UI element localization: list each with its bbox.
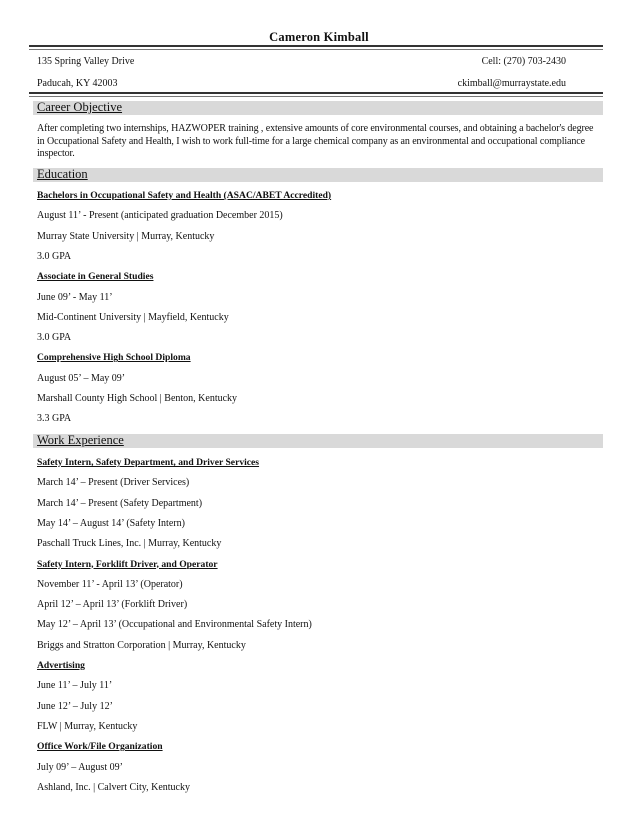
header-rule-top-thin (29, 49, 603, 50)
entry-detail: May 14’ – August 14’ (Safety Intern) (37, 517, 185, 529)
header-rule-top (29, 45, 603, 47)
applicant-name: Cameron Kimball (269, 30, 369, 44)
email-address[interactable]: ckimball@murraystate.edu (457, 78, 566, 89)
entry-detail: April 12’ – April 13’ (Forklift Driver) (37, 599, 188, 611)
career-objective-title: Career Objective (37, 100, 123, 114)
address-line-1: 135 Spring Valley Drive (37, 56, 135, 67)
entry-detail: Murray State University | Murray, Kentucky (37, 230, 215, 242)
entry-detail: March 14’ – Present (Safety Department) (37, 497, 203, 509)
entry-detail: 3.3 GPA (37, 413, 72, 425)
work-experience-title: Work Experience (37, 433, 124, 447)
entry-heading: Bachelors in Occupational Safety and Health (ASAC/ABET Accredited) (37, 190, 332, 201)
entry-detail: November 11’ - April 13’ (Operator) (37, 578, 183, 590)
entry-detail: Ashland, Inc. | Calvert City, Kentucky (37, 781, 190, 793)
entry-detail: July 09’ – August 09’ (37, 761, 123, 773)
entry-heading: Safety Intern, Safety Department, and Driver Services (37, 457, 260, 468)
entry-heading: Advertising (37, 660, 85, 671)
work-experience-section-bar (33, 434, 603, 448)
education-section-bar (33, 168, 603, 182)
entry-detail: May 12’ – April 13’ (Occupational and Environmental Safety Intern) (37, 619, 312, 631)
entry-heading: Office Work/File Organization (37, 741, 163, 753)
entry-detail: June 12’ – July 12’ (37, 700, 113, 712)
phone-number: Cell: (270) 703-2430 (481, 56, 566, 67)
entry-detail: June 09’ - May 11’ (37, 291, 113, 303)
header-rule-bottom-thin (29, 96, 603, 97)
entry-detail: Marshall County High School | Benton, Kentucky (37, 393, 238, 404)
entry-detail: Briggs and Stratton Corporation | Murray, Kentucky (37, 639, 246, 651)
header-rule-bottom (29, 92, 603, 94)
entry-detail: June 11’ – July 11’ (37, 680, 113, 692)
entry-detail: 3.0 GPA (37, 332, 72, 344)
entry-detail: August 11’ - Present (anticipated graduation December 2015) (37, 210, 283, 222)
entry-detail: August 05’ – May 09’ (37, 372, 126, 384)
entry-heading: Associate in General Studies (37, 271, 154, 283)
entry-detail: March 14’ – Present (Driver Services) (37, 477, 190, 489)
entry-detail: Paschall Truck Lines, Inc. | Murray, Kentucky (37, 538, 222, 550)
education-title: Education (37, 167, 88, 181)
entry-heading: Comprehensive High School Diploma (37, 352, 191, 364)
entry-detail: Mid-Continent University | Mayfield, Kentucky (37, 311, 229, 323)
address-line-2: Paducah, KY 42003 (37, 78, 118, 89)
entry-heading: Safety Intern, Forklift Driver, and Operator (37, 558, 218, 570)
entry-detail: FLW | Murray, Kentucky (37, 720, 138, 732)
entry-detail: 3.0 GPA (37, 250, 72, 262)
career-objective-section-bar (33, 101, 603, 115)
career-objective-text: After completing two internships, HAZWOPER training , extensive amounts of core environmental courses, and obtaining a bachelor's degree in Occupational Safety and Health, I wish to work full-time for a large chemical company as an environmental and occupational compliance inspector. (37, 123, 594, 159)
